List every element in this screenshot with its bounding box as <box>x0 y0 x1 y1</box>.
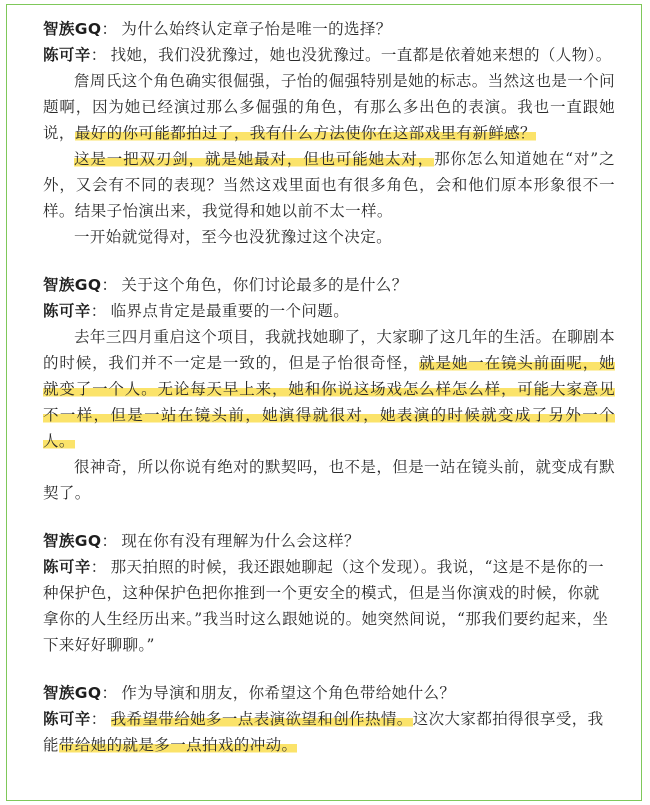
paragraph: 一开始就觉得对，至今也没犹豫过这个决定。 <box>74 228 393 246</box>
qa-section-3 <box>43 528 615 658</box>
answer-3: 陈可辛： 那天拍照的时候，我还跟她聊起（这个发现）。我说，“这是不是你的一种保护色，这种保护色把你推到一个更安全的模式，但是当你演戏的时候，你就拿你的人生经历出来。”我当时这么跟她说的。她突然间说，“那我们要约起来，坐下来好好聊聊。” <box>43 558 609 654</box>
interviewer-label: 智族GQ <box>43 20 102 38</box>
answer-1: 陈可辛： 找她，我们没犹豫过，她也没犹豫过。一直都是依着她来想的（人物）。 <box>43 46 612 64</box>
interviewee-label: 陈可辛 <box>43 46 91 64</box>
highlighted-text: 最好的你可能都拍过了，我有什么方法使你在这部戏里有新鲜感？ <box>74 124 536 142</box>
interviewer-label: 智族GQ <box>43 532 102 550</box>
answer-4: 陈可辛： 我希望带给她多一点表演欲望和创作热情。这次大家都拍得很享受，我能带给她的就是多一点拍戏的冲动。 <box>43 710 604 754</box>
question-text: 为什么始终认定章子怡是唯一的选择？ <box>121 20 392 38</box>
paragraph: 去年三四月重启这个项目，我就找她聊了，大家聊了这几年的生活。在聊剧本的时候，我们并不一定是一致的，但是子怡很奇怪，就是她一在镜头前面呢，她就变了一个人。无论每天早上来，她和你说这场戏怎么样怎么样，可能大家意见不一样，但是一站在镜头前，她演得就很对，她表演的时候就变成了另外一个人。 <box>43 328 615 450</box>
question-4: 智族GQ： 作为导演和朋友，你希望这个角色带给她什么？ <box>43 684 456 702</box>
qa-section-2 <box>43 272 615 506</box>
question-text: 现在你有没有理解为什么会这样？ <box>121 532 360 550</box>
interviewer-label: 智族GQ <box>43 684 102 702</box>
question-text: 关于这个角色，你们讨论最多的是什么？ <box>121 276 408 294</box>
answer-text: 那天拍照的时候，我还跟她聊起（这个发现）。我说，“这是不是你的一种保护色，这种保护色把你推到一个更安全的模式，但是当你演戏的时候，你就拿你的人生经历出来。”我当时这么跟她说的。她突然间说，“那我们要约起来，坐下来好好聊聊。” <box>43 558 609 654</box>
answer-text: 找她，我们没犹豫过，她也没犹豫过。一直都是依着她来想的（人物）。 <box>110 46 612 64</box>
interviewee-label: 陈可辛 <box>43 302 91 320</box>
highlighted-text: 带给她的就是多一点拍戏的冲动。 <box>58 736 298 754</box>
paragraph: 这是一把双刃剑，就是她最对，但也可能她太对，那你怎么知道她在“对”之外，又会有不同的表现？当然这戏里面也有很多角色，会和他们原本形象很不一样。结果子怡演出来，我觉得和她以前不太一样。 <box>43 150 615 220</box>
answer-text: 临界点肯定是最重要的一个问题。 <box>110 302 350 320</box>
qa-section-1 <box>43 16 615 250</box>
interviewee-label: 陈可辛 <box>43 710 91 728</box>
interview-article <box>43 16 615 780</box>
interviewer-label: 智族GQ <box>43 276 102 294</box>
highlighted-text: 这是一把双刃剑，就是她最对，但也可能她太对， <box>74 150 435 168</box>
highlighted-text: 我希望带给她多一点表演欲望和创作热情。 <box>110 710 413 728</box>
interviewee-label: 陈可辛 <box>43 558 91 576</box>
paragraph: 詹周氏这个角色确实很倔强，子怡的倔强特别是她的标志。当然这也是一个问题啊，因为她已经演过那么多倔强的角色，有那么多出色的表演。我也一直跟她说，最好的你可能都拍过了，我有什么方法使你在这部戏里有新鲜感？ <box>43 72 615 142</box>
qa-section-4 <box>43 680 615 758</box>
question-text: 作为导演和朋友，你希望这个角色带给她什么？ <box>121 684 456 702</box>
question-2: 智族GQ： 关于这个角色，你们讨论最多的是什么？ <box>43 276 408 294</box>
answer-2: 陈可辛： 临界点肯定是最重要的一个问题。 <box>43 302 350 320</box>
paragraph: 很神奇，所以你说有绝对的默契吗，也不是，但是一站在镜头前，就变成有默契了。 <box>43 458 615 502</box>
highlighted-text: 就是她一在镜头前面呢，她就变了一个人。无论每天早上来，她和你说这场戏怎么样怎么样，可能大家意见不一样，但是一站在镜头前，她演得就很对，她表演的时候就变成了另外一个人。 <box>43 354 615 450</box>
question-3: 智族GQ： 现在你有没有理解为什么会这样？ <box>43 532 360 550</box>
question-1: 智族GQ： 为什么始终认定章子怡是唯一的选择？ <box>43 20 392 38</box>
